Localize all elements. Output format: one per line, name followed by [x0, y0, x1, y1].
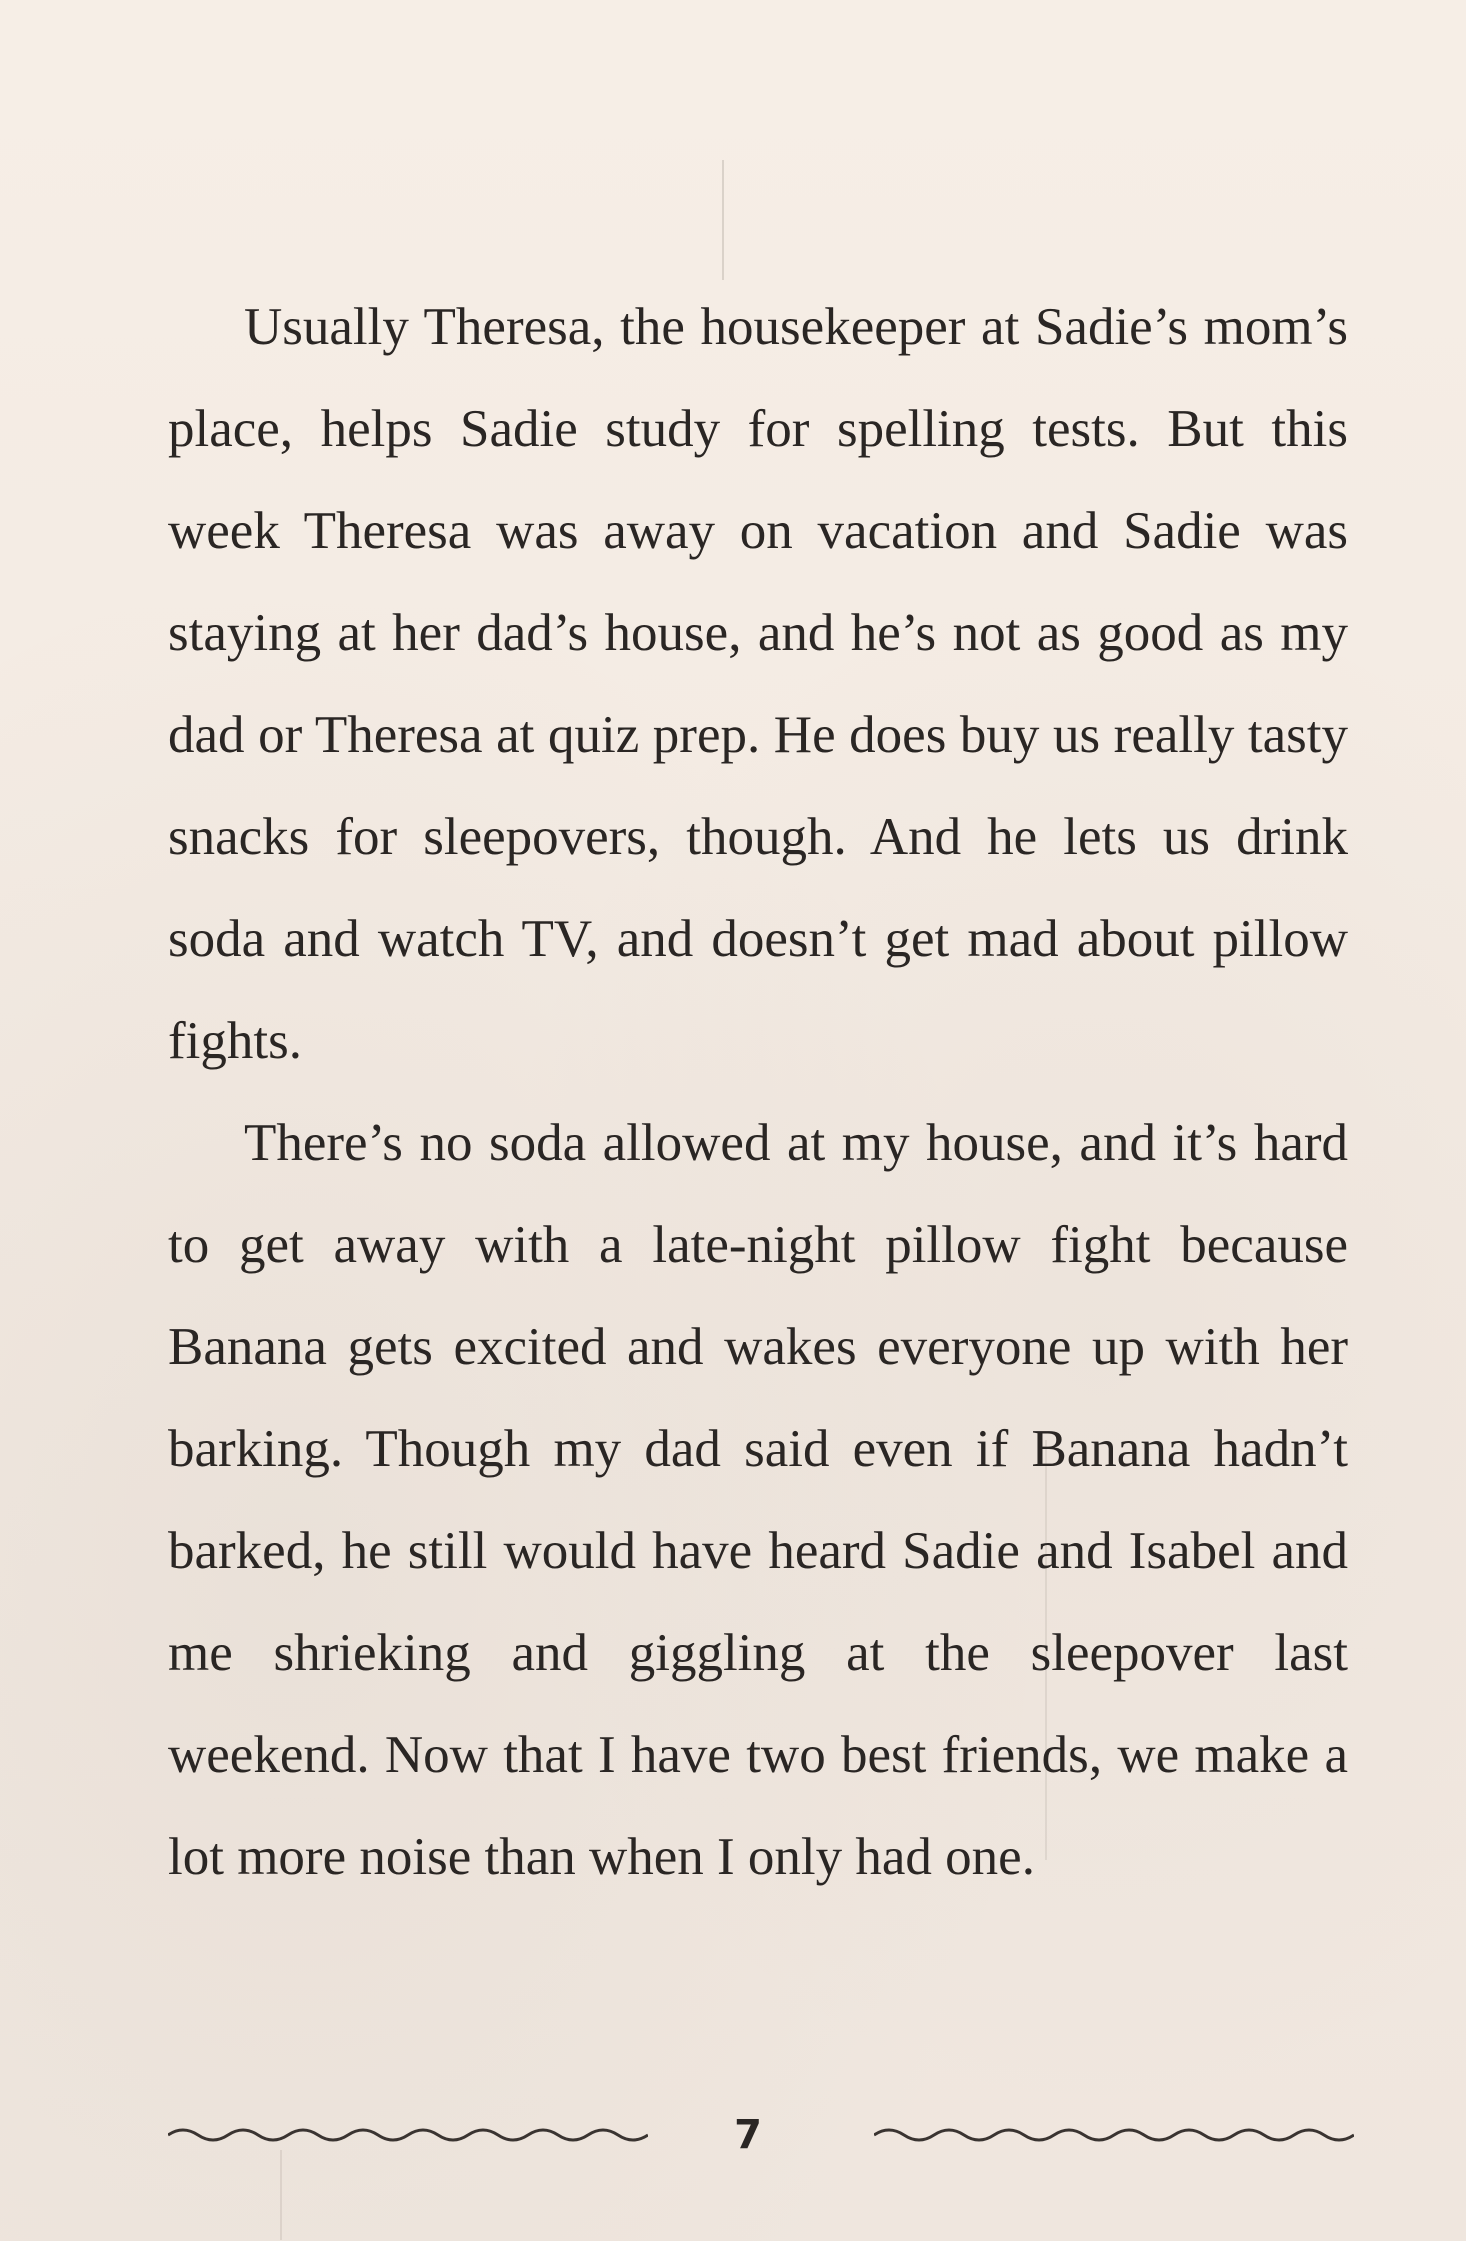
wave-ornament-right [874, 2120, 1354, 2150]
paragraph: There’s no soda allowed at my house, and it’s hard to get away with a late-night pillow fight because Banana gets excited and wakes everyone up with her barking. Though my dad said even if Banana hadn’t barked, he still would have heard Sadie and Isabel and me shrieking and giggling at the sleepover last weekend. Now that I have two best friends, we make a lot more noise than when I only had one. [168, 1114, 1348, 1886]
body-text [168, 276, 1348, 1908]
wave-ornament-left [168, 2120, 648, 2150]
page-footer [168, 2110, 1352, 2160]
page-number: 7 [734, 2112, 762, 2158]
paper-crease-mark [722, 160, 724, 280]
paper-crease-mark [280, 2150, 282, 2240]
paragraph: Usually Theresa, the housekeeper at Sadie’s mom’s place, helps Sadie study for spelling tests. But this week Theresa was away on vacation and Sadie was staying at her dad’s house, and he’s not as good as my dad or Theresa at quiz prep. He does buy us really tasty snacks for sleepovers, though. And he lets us drink soda and watch TV, and doesn’t get mad about pillow fights. [168, 298, 1348, 1070]
